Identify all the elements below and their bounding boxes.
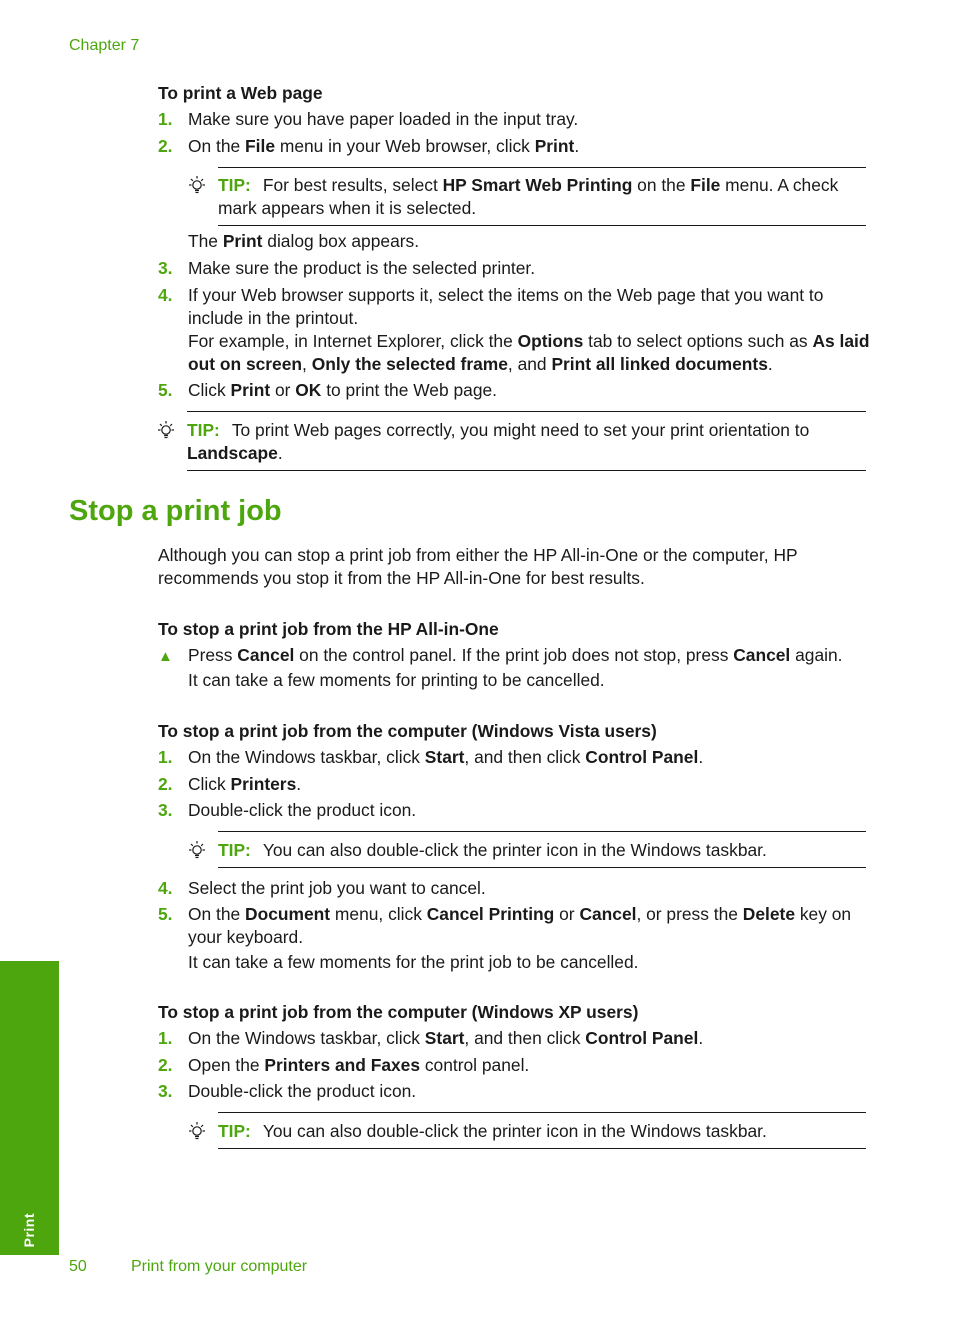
step-1	[158, 108, 870, 131]
step-text: Double-click the product icon.	[188, 1081, 417, 1101]
step-number: 3.	[158, 1081, 173, 1101]
vista-step-3	[158, 799, 870, 822]
step-number: 5.	[158, 904, 173, 924]
procedure-heading-device: To stop a print job from the HP All-in-One	[158, 619, 499, 639]
tip-label: TIP:	[218, 1121, 251, 1141]
step-4	[158, 284, 870, 376]
step-text: Click Printers.	[188, 774, 302, 794]
step-number: 5.	[158, 380, 173, 400]
step-text: On the Windows taskbar, click Start, and then click Control Panel.	[188, 747, 704, 767]
step-2	[158, 135, 870, 158]
tip-text: TIP: For best results, select HP Smart Web Printing on the File menu. A check mark appears when it is selected.	[218, 175, 839, 218]
lightbulb-icon	[186, 840, 208, 862]
procedure-heading-vista: To stop a print job from the computer (Windows Vista users)	[158, 721, 657, 741]
step-text: Double-click the product icon.	[188, 800, 417, 820]
step-text: Make sure the product is the selected printer.	[188, 258, 536, 278]
step-text: Open the Printers and Faxes control panel.	[188, 1055, 530, 1075]
chapter-header: Chapter 7	[69, 37, 140, 54]
procedure-heading-xp: To stop a print job from the computer (Windows XP users)	[158, 1002, 639, 1022]
vista-step-2	[158, 773, 870, 796]
xp-step-3	[158, 1080, 870, 1103]
tip-label: TIP:	[187, 420, 220, 440]
tip-box-vista	[218, 831, 866, 868]
step-number: 4.	[158, 285, 173, 305]
device-step	[158, 644, 870, 692]
tip-box-web-printing	[218, 167, 866, 226]
lightbulb-icon	[186, 1121, 208, 1143]
tip-text: TIP: To print Web pages correctly, you might need to set your print orientation to Landscape.	[187, 420, 810, 463]
step-text: Select the print job you want to cancel.	[188, 878, 486, 898]
xp-step-1	[158, 1027, 870, 1050]
page-number: 50	[69, 1258, 87, 1275]
lightbulb-icon	[155, 420, 177, 442]
section-intro: Although you can stop a print job from either the HP All-in-One or the computer, HP recommends you stop it from the HP All-in-One for best results.	[158, 545, 798, 588]
step-number: 1.	[158, 747, 173, 767]
vista-step-5	[158, 903, 870, 974]
side-tab-label: Print	[21, 1212, 37, 1247]
step-3	[158, 257, 870, 280]
vista-step-1	[158, 746, 870, 769]
triangle-bullet-icon: ▲	[158, 648, 173, 665]
tip-box-landscape	[187, 411, 866, 471]
step-text: Click Print or OK to print the Web page.	[188, 380, 498, 400]
tip-label: TIP:	[218, 840, 251, 860]
procedure-heading-web-page: To print a Web page	[158, 83, 323, 103]
step-text: If your Web browser supports it, select the items on the Web page that you want to include in the printout. For example, in Internet Explorer, click the Options tab to select options such as As laid out on screen, Only the selected frame, and Print all linked documents.	[188, 285, 870, 374]
step-text: On the Windows taskbar, click Start, and then click Control Panel.	[188, 1028, 704, 1048]
step-text: Make sure you have paper loaded in the input tray.	[188, 109, 579, 129]
lightbulb-icon	[186, 175, 208, 197]
step-number: 2.	[158, 774, 173, 794]
step-number: 1.	[158, 1028, 173, 1048]
xp-step-2	[158, 1054, 870, 1077]
tip-text: TIP: You can also double-click the printer icon in the Windows taskbar.	[218, 1121, 767, 1141]
step-number: 1.	[158, 109, 173, 129]
footer-section-title: Print from your computer	[131, 1258, 308, 1275]
dialog-note: The Print dialog box appears.	[188, 231, 420, 251]
side-tab	[0, 961, 59, 1255]
step-text: Press Cancel on the control panel. If the print job does not stop, press Cancel again. It can take a few moments for printing to be cancelled.	[188, 645, 843, 690]
tip-text: TIP: You can also double-click the printer icon in the Windows taskbar.	[218, 840, 767, 860]
step-number: 3.	[158, 800, 173, 820]
tip-label: TIP:	[218, 175, 251, 195]
step-text: On the Document menu, click Cancel Printing or Cancel, or press the Delete key on your keyboard. It can take a few moments for the print job to be cancelled.	[188, 904, 852, 972]
section-title: Stop a print job	[69, 495, 282, 527]
step-5	[158, 379, 870, 402]
step-number: 2.	[158, 136, 173, 156]
step-text: On the File menu in your Web browser, click Print.	[188, 136, 580, 156]
step-number: 3.	[158, 258, 173, 278]
step-number: 4.	[158, 878, 173, 898]
vista-step-4	[158, 877, 870, 900]
tip-box-xp	[218, 1112, 866, 1149]
step-number: 2.	[158, 1055, 173, 1075]
